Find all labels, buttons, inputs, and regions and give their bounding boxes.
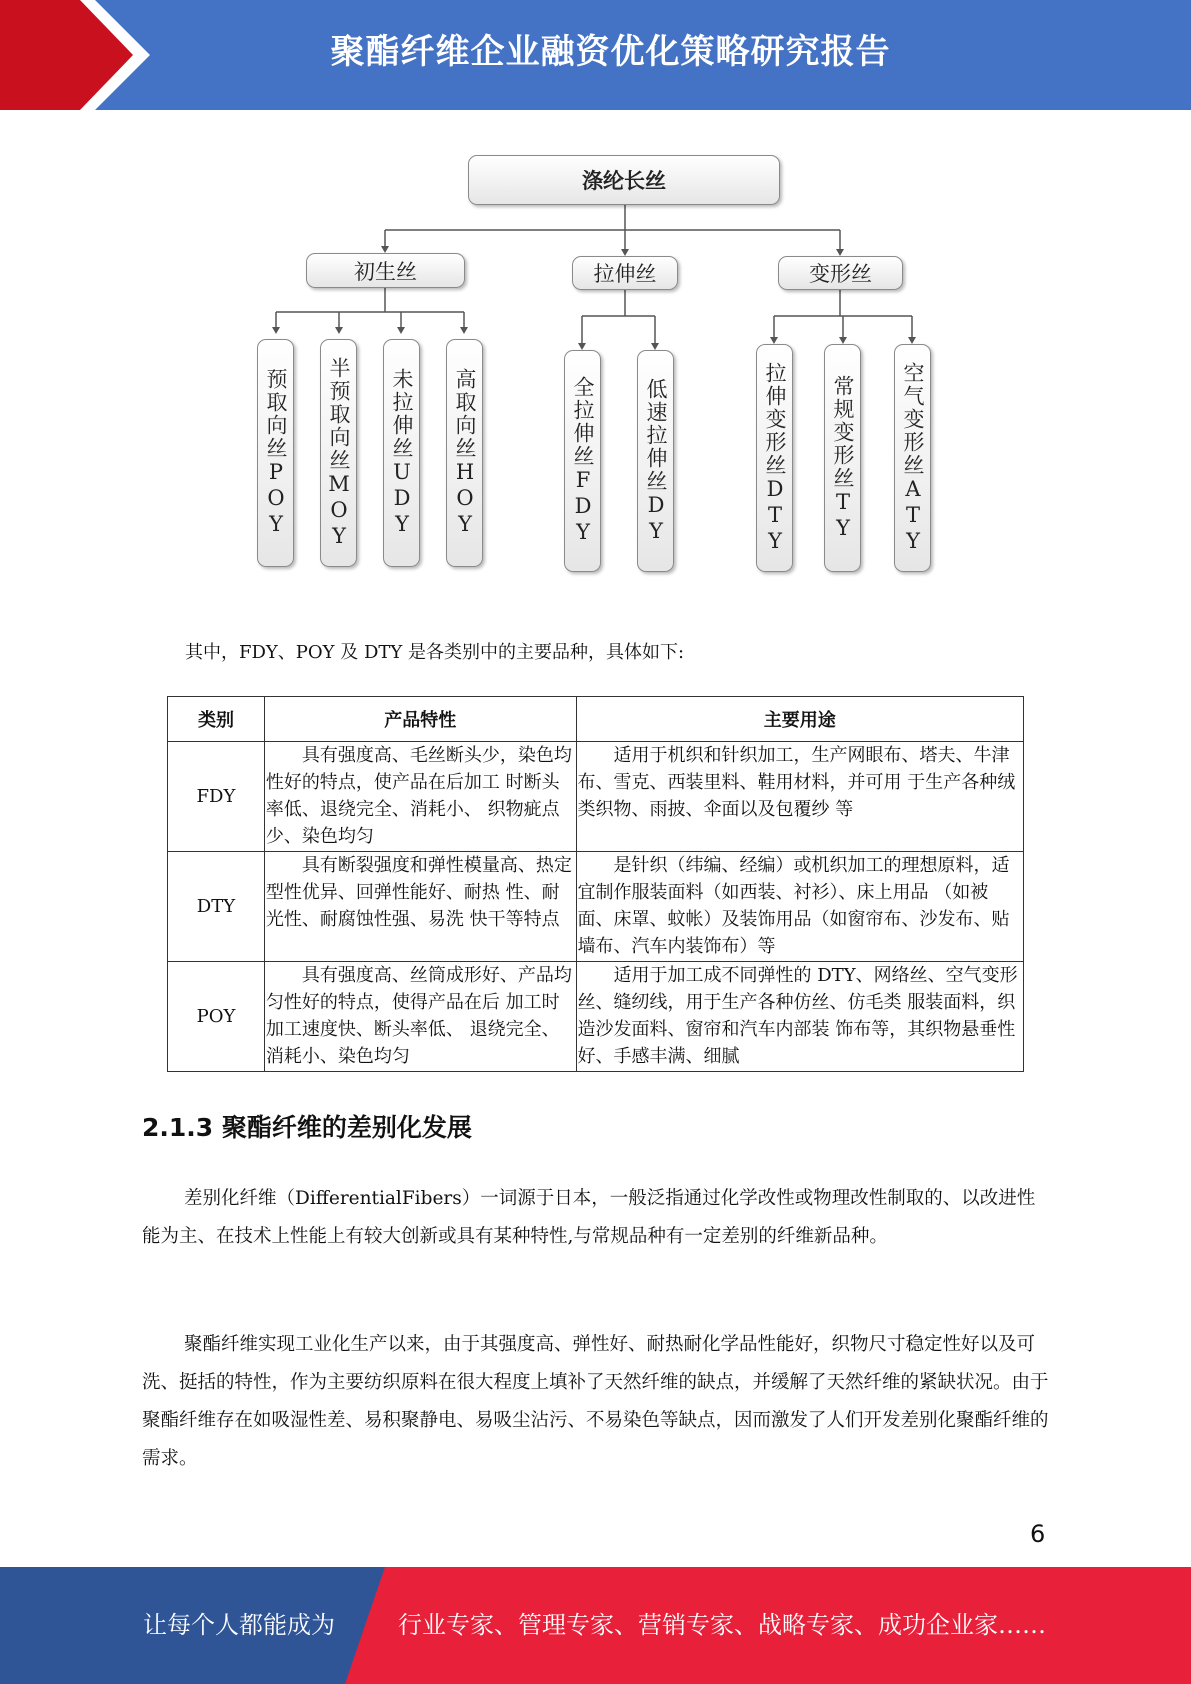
body-paragraph: 差别化纤维（DifferentialFibers）一词源于日本，一般泛指通过化学改性或物理改性制取的、以改进性能为主、在技术上性能上有较大创新或具有某种特性,与常规品种有一定差别的纤维新品种。 (142, 1188, 1036, 1247)
cell-features-text: 具有强度高、丝筒成形好、产品均匀性好的特点，使得产品在后 加工时加工速度快、断头率低、 退绕完全、消耗小、染色均匀 (265, 965, 572, 1067)
diagram-root-node: 涤纶长丝 (468, 155, 780, 205)
column-header-uses: 主要用途 (576, 697, 1023, 742)
diagram-leaf-node: 拉伸变形丝DTY (756, 344, 793, 572)
cell-features (264, 962, 576, 1072)
diagram-group-node: 拉伸丝 (572, 256, 678, 290)
diagram-leaf-node: 空气变形丝ATY (894, 344, 931, 572)
diagram-leaf-node: 全拉伸丝FDY (564, 350, 601, 572)
cell-category: FDY (168, 742, 265, 852)
footer-slogan-right: 行业专家、管理专家、营销专家、战略专家、成功企业家…… (398, 1611, 1046, 1639)
column-header-category: 类别 (168, 697, 265, 742)
diagram-leaf-node: 常规变形丝TY (824, 344, 861, 572)
page-number: 6 (1030, 1520, 1046, 1548)
page-footer (0, 1567, 1191, 1684)
cell-category: POY (168, 962, 265, 1072)
cell-uses-text: 适用于加工成不同弹性的 DTY、网络丝、空气变形丝、缝纫线，用于生产各种仿丝、仿毛类 服装面料，织造沙发面料、窗帘和汽车内部装 饰布等，其织物悬垂性好、手感丰满、细腻 (577, 965, 1018, 1067)
cell-features (264, 742, 576, 852)
cell-features (264, 852, 576, 962)
table-row (168, 962, 1024, 1072)
diagram-leaf-node: 预取向丝POY (257, 339, 294, 567)
diagram-group-node: 变形丝 (778, 256, 903, 290)
diagram-leaf-node: 未拉伸丝UDY (383, 339, 420, 567)
section-heading: 2.1.3 聚酯纤维的差别化发展 (142, 1113, 472, 1142)
cell-uses-text: 适用于机织和针织加工，生产网眼布、塔夫、牛津布、雪克、西装里料、鞋用材料，并可用 于生产各种绒类织物、雨披、伞面以及包覆纱 等 (577, 745, 1016, 820)
cell-uses (576, 962, 1023, 1072)
cell-category: DTY (168, 852, 265, 962)
diagram-leaf-node: 高取向丝HOY (446, 339, 483, 567)
column-header-features: 产品特性 (264, 697, 576, 742)
page-header (0, 0, 1191, 110)
filament-classification-diagram (240, 150, 940, 580)
footer-slogan-left: 让每个人都能成为 (143, 1611, 335, 1639)
cell-features-text: 具有强度高、毛丝断头少，染色均性好的特点，使产品在后加工 时断头率低、退绕完全、消耗小、 织物疵点少、染色均匀 (265, 745, 572, 847)
diagram-leaf-node: 半预取向丝MOY (320, 339, 357, 567)
cell-uses-text: 是针织（纬编、经编）或机织加工的理想原料，适宜制作服装面料（如西装、衬衫）、床上用品 （如被面、床罩、蚊帐）及装饰用品（如窗帘布、沙发布、贴墙布、汽车内装饰布）等 (577, 855, 1010, 957)
table-row (168, 742, 1024, 852)
cell-features-text: 具有断裂强度和弹性模量高、热定型性优异、回弹性能好、耐热 性、耐光性、耐腐蚀性强、易洗 快干等特点 (265, 855, 572, 930)
table-row (168, 852, 1024, 962)
product-spec-table (167, 696, 1024, 1072)
table-header-row (168, 697, 1024, 742)
diagram-group-node: 初生丝 (306, 253, 465, 288)
body-paragraph: 聚酯纤维实现工业化生产以来，由于其强度高、弹性好、耐热耐化学品性能好，织物尺寸稳定性好以及可洗、挺括的特性，作为主要纺织原料在很大程度上填补了天然纤维的缺点，并缓解了天然纤维的紧缺状况。由于聚酯纤维存在如吸湿性差、易积聚静电、易吸尘沾污、不易染色等缺点，因而激发了人们开发差别化聚酯纤维的需求。 (142, 1334, 1049, 1469)
report-title: 聚酯纤维企业融资优化策略研究报告 (330, 32, 891, 72)
cell-uses (576, 742, 1023, 852)
diagram-leaf-node: 低速拉伸丝DY (637, 350, 674, 572)
table-intro: 其中，FDY、POY 及 DTY 是各类别中的主要品种，具体如下: (185, 642, 685, 663)
cell-uses (576, 852, 1023, 962)
